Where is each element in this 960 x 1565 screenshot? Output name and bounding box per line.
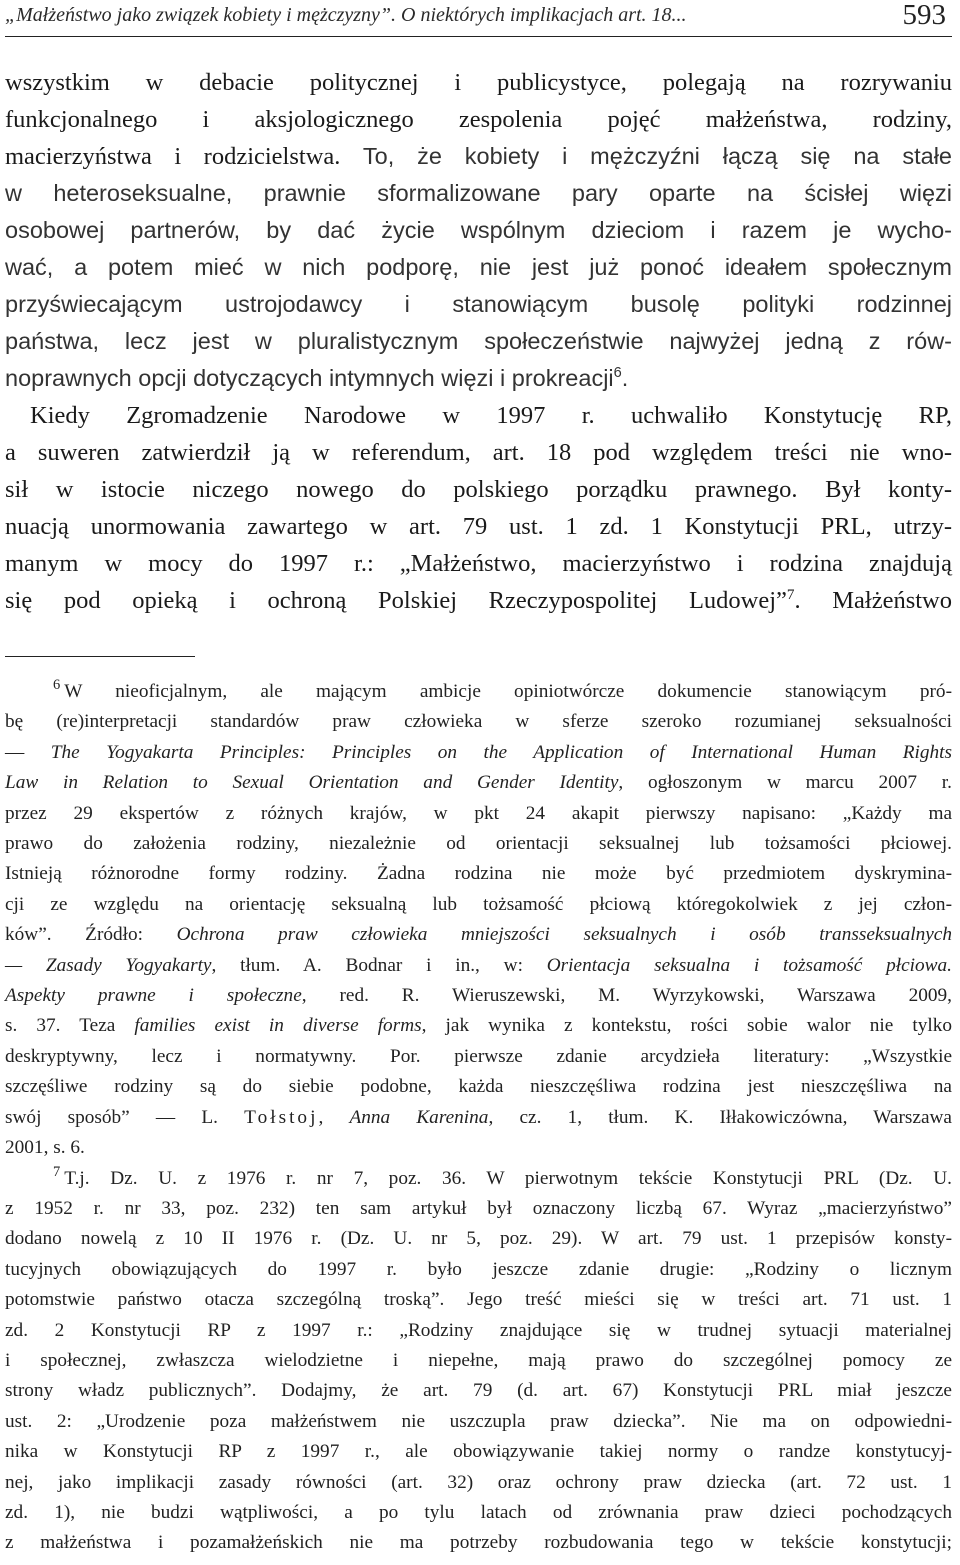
- footnote-ref[interactable]: 7: [786, 585, 795, 603]
- footnote-line: [5, 768, 952, 798]
- text-run: , red. R. Wieruszewski, M. Wyrzykowski, Warszawa 2009,: [301, 985, 952, 1007]
- text-run: ,: [318, 1106, 350, 1128]
- footnote-line: [5, 981, 952, 1011]
- footnote-line: tucyjnych obowiązujących do 1997 r. było jeszcze zdanie drugie: „Rodziny o licznym: [5, 1258, 952, 1280]
- text-run: Anna Karenina: [349, 1106, 489, 1128]
- text-line: [5, 582, 952, 619]
- text-line: przyświecającym ustrojodawcy i stanowiącym busolę polityki rodzinnej: [5, 291, 952, 317]
- text-run: , cz. 1, tłum. K. Iłłakowiczówna, Warszawa: [488, 1106, 952, 1128]
- footnote-line: [5, 738, 952, 768]
- footnote-line: [5, 920, 952, 950]
- footnote-number: 7: [53, 1163, 61, 1180]
- text-run: swój sposób” — L.: [5, 1106, 245, 1128]
- footnote-line: przez 29 ekspertów z różnych krajów, w pkt 24 akapit pierwszy napisano: „Każdy ma: [5, 802, 952, 824]
- footnotes: [5, 677, 952, 1559]
- text-line: manym w mocy do 1997 r.: „Małżeństwo, macierzyństwo i rodzina znajdują: [5, 550, 952, 577]
- footnote-line: deskryptywny, lecz i normatywny. Por. pierwsze zdanie arcydzieła literatury: „Wszystkie: [5, 1045, 952, 1067]
- text-run: , jak wynika z kontekstu, rości sobie walor nie tylko: [421, 1015, 952, 1037]
- text-line: w heteroseksualne, prawnie sformalizowane pary oparte na ścisłej więzi: [5, 180, 952, 206]
- running-head: „Małżeństwo jako związek kobiety i mężczyzny”. O niektórych implikacjach art. 18...: [5, 4, 687, 26]
- footnote-line: ust. 2: „Urodzenie poza małżeństwem nie uszczupla praw dziecka”. Nie ma on odpowiedni-: [5, 1410, 952, 1432]
- text-run: macierzyństwa i rodzicielstwa.: [5, 143, 341, 170]
- footnote-line: [5, 1103, 952, 1133]
- text-line: [5, 360, 952, 397]
- text-line: nuacją unormowania zawartego w art. 79 ust. 1 zd. 1 Konstytucji PRL, utrzy-: [5, 513, 952, 540]
- footnote-line: nika w Konstytucji RP z 1997 r., ale obowiązywanie takiej normy o randze konstytucyj-: [5, 1441, 952, 1463]
- text-run: — Zasady Yogyakarty: [5, 954, 212, 976]
- footnote-number: 6: [53, 677, 61, 694]
- footnote-line: cji ze względu na orientację seksualną lub tożsamość płciową któregokolwiek z jej człon-: [5, 893, 952, 915]
- text-line: funkcjonalnego i aksjologicznego zespolenia pojęć małżeństwa, rodziny,: [5, 106, 952, 133]
- footnote-line: bę (re)interpretacji standardów praw człowieka w sferze szeroko rozumianej seksualności: [5, 711, 952, 733]
- main-text: [5, 64, 952, 619]
- footnote-line: strony władz publicznych”. Dodajmy, że art. 79 (d. art. 67) Konstytucji PRL miał jeszcze: [5, 1380, 952, 1402]
- text-run: się pod opieką i ochroną Polskiej Rzeczypospolitej Ludowej”: [5, 587, 787, 614]
- footnote-line: zd. 1), nie budzi wątpliwości, a po tylu latach od zrównania praw dzieci pochodzących: [5, 1501, 952, 1523]
- text-run: s. 37. Teza: [5, 1015, 135, 1037]
- text-line: Kiedy Zgromadzenie Narodowe w 1997 r. uchwaliło Konstytucję RP,: [30, 402, 952, 429]
- footnote-line: z małżeństwa i pozamałżeńskich nie ma potrzeby rozbudowania tego w tekście konstytucji;: [5, 1532, 952, 1554]
- page-header: [5, 2, 952, 37]
- text-run: noprawnych opcji dotyczących intymnych więzi i prokreacji: [5, 365, 614, 391]
- footnote-line: szczęśliwe rodziny są do siebie podobne, każda nieszczęśliwa rodzina jest nieszczęśliwa na: [5, 1076, 952, 1098]
- footnote-line: i społecznej, zwłaszcza wielodzietne i niepełne, mają prawo do szczególnej pomocy ze: [5, 1349, 952, 1371]
- footnote-line: zd. 2 Konstytucji RP z 1997 r.: „Rodziny znajdujące się w trudnej sytuacji materialnej: [5, 1319, 952, 1341]
- text-run: Law in Relation to Sexual Orientation and Gender Identity: [5, 772, 619, 794]
- text-run: . Małżeństwo: [794, 587, 953, 614]
- text-run: ków”. Źródło:: [5, 924, 177, 946]
- footnote-line: nej, jako implikacji zasady równości (art. 32) oraz ochrony praw dziecka (art. 72 ust. 1: [5, 1471, 952, 1493]
- text-run: To, że kobiety i mężczyźni łączą się na stałe: [362, 143, 953, 169]
- text-run: —: [5, 741, 25, 763]
- text-run: T.j. Dz. U. z 1976 r. nr 7, poz. 36. W pierwotnym tekście Konstytucji PRL (Dz. U.: [64, 1167, 952, 1189]
- footnote-line: [5, 677, 952, 707]
- text-run: Orientacja seksualna i tożsamość płciowa.: [546, 954, 952, 976]
- text-run: The Yogyakarta Principles: Principles on the Application of International Human Rights: [50, 741, 952, 763]
- text-line: wać, a potem mieć w nich podporę, nie jest już ponoć ideałem społecznym: [5, 254, 952, 280]
- text-run: , tłum. A. Bodnar i in., w:: [211, 954, 547, 976]
- footnote-separator: [5, 656, 195, 657]
- text-run: Ochrona praw człowieka mniejszości seksualnych i osób transseksualnych: [176, 924, 952, 946]
- text-line: osobowej partnerów, by dać życie wspólnym dzieciom i razem je wycho-: [5, 217, 952, 243]
- footnote-line: 2001, s. 6.: [5, 1137, 85, 1159]
- author-name: Tołstoj: [244, 1106, 319, 1128]
- footnote-line: prawo do założenia rodziny, niezależnie od orientacji seksualnej lub tożsamości płciowej.: [5, 833, 952, 855]
- text-line: a suweren zatwierdził ją w referendum, art. 18 pod względem treści nie wno-: [5, 439, 952, 466]
- text-line: sił w istocie niczego nowego do polskiego porządku prawnego. Był konty-: [5, 476, 952, 503]
- text-line: wszystkim w debacie politycznej i publicystyce, polegają na rozrywaniu: [5, 69, 952, 96]
- footnote-line: potomstwie państwo otacza szczególną troską”. Jego treść mieści się w treści art. 71 ust. 1: [5, 1289, 952, 1311]
- text-run: families exist in diverse forms: [134, 1015, 422, 1037]
- text-run: Aspekty prawne i społeczne: [5, 985, 302, 1007]
- footnote-line: [5, 1011, 952, 1041]
- text-run: .: [621, 365, 629, 391]
- footnote-line: [5, 951, 952, 981]
- footnote-ref[interactable]: 6: [613, 365, 622, 382]
- footnote-line: Istnieją różnorodne formy rodziny. Żadna rodzina nie może być przedmiotem dyskrymina-: [5, 863, 952, 885]
- text-line: państwa, lecz jest w pluralistycznym społeczeństwie najwyżej jedną z rów-: [5, 328, 952, 354]
- footnote-line: dodano nowelą z 10 II 1976 r. (Dz. U. nr 5, poz. 29). W art. 79 ust. 1 przepisów konsty-: [5, 1228, 952, 1250]
- text-run: , ogłoszonym w marcu 2007 r.: [618, 772, 952, 794]
- text-run: W nieoficjalnym, ale mającym ambicje opiniotwórcze dokumencie stanowiącym pró-: [64, 681, 952, 702]
- text-line: [5, 138, 952, 175]
- footnote-line: [5, 1164, 952, 1194]
- footnote-line: z 1952 r. nr 33, poz. 232) ten sam artykuł był oznaczony liczbą 67. Wyraz „macierzyństwo”: [5, 1197, 952, 1219]
- page-number: 593: [902, 0, 946, 31]
